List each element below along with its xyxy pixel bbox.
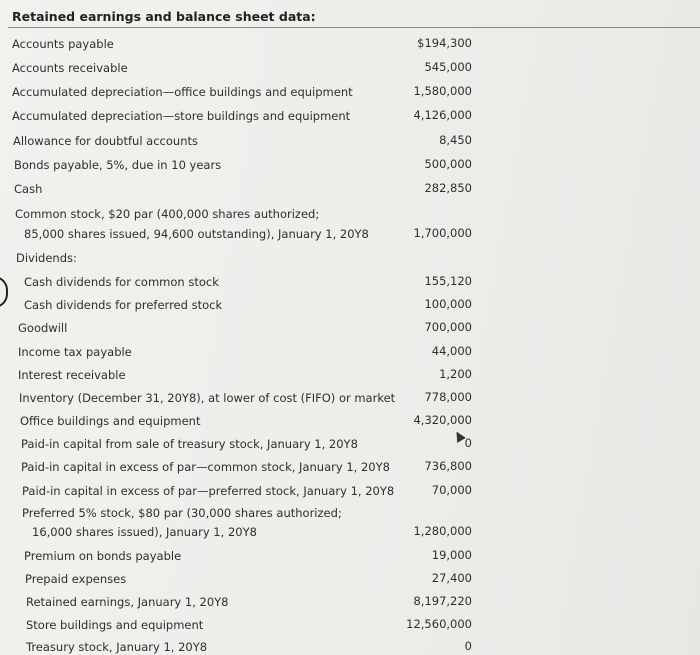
row-label: Dividends: xyxy=(16,251,77,265)
row-value: 282,850 xyxy=(424,181,472,195)
row-value: 100,000 xyxy=(424,297,472,311)
row-label: 16,000 shares issued), January 1, 20Y8 xyxy=(32,525,257,539)
row-label: Treasury stock, January 1, 20Y8 xyxy=(26,640,208,654)
row-value: 4,126,000 xyxy=(413,108,472,122)
row-value: 19,000 xyxy=(431,548,472,562)
row-value: 27,400 xyxy=(431,571,472,585)
row-value: 1,700,000 xyxy=(413,226,472,240)
row-label: Income tax payable xyxy=(18,345,132,359)
row-value: $194,300 xyxy=(417,36,472,50)
row-label: Accounts payable xyxy=(12,37,114,51)
row-label: 85,000 shares issued, 94,600 outstanding), January 1, 20Y8 xyxy=(24,227,369,241)
row-label: Accumulated depreciation—store buildings and equipment xyxy=(12,109,351,123)
row-value: 1,280,000 xyxy=(413,524,472,538)
row-label: Office buildings and equipment xyxy=(20,414,201,428)
row-value: 736,800 xyxy=(424,459,472,473)
row-label: Bonds payable, 5%, due in 10 years xyxy=(14,158,222,172)
bracket-mark xyxy=(0,276,8,308)
row-label: Inventory (December 31, 20Y8), at lower of cost (FIFO) or market xyxy=(19,391,396,405)
row-label: Interest receivable xyxy=(18,368,126,382)
row-label: Cash dividends for preferred stock xyxy=(24,298,223,312)
row-value: 4,320,000 xyxy=(413,413,472,427)
row-value: 1,200 xyxy=(439,367,472,381)
row-label: Preferred 5% stock, $80 par (30,000 shares authorized; xyxy=(22,506,342,520)
row-label: Cash dividends for common stock xyxy=(24,275,219,289)
row-value: 0 xyxy=(464,436,472,450)
row-label: Premium on bonds payable xyxy=(24,549,182,563)
row-value: 8,450 xyxy=(439,133,472,147)
row-label: Paid-in capital in excess of par—preferred stock, January 1, 20Y8 xyxy=(22,484,395,498)
row-label: Cash xyxy=(14,182,43,196)
row-label: Retained earnings, January 1, 20Y8 xyxy=(26,595,229,609)
row-value: 70,000 xyxy=(431,483,472,497)
row-value: 0 xyxy=(464,639,472,653)
row-label: Accumulated depreciation—office buildings and equipment xyxy=(12,85,353,99)
row-label: Accounts receivable xyxy=(12,61,128,75)
row-value: 500,000 xyxy=(424,157,472,171)
row-label: Store buildings and equipment xyxy=(26,618,204,632)
row-value: 545,000 xyxy=(424,60,472,74)
row-label: Paid-in capital in excess of par—common stock, January 1, 20Y8 xyxy=(21,460,390,474)
row-value: 1,580,000 xyxy=(413,84,472,98)
row-value: 12,560,000 xyxy=(406,617,472,631)
row-label: Paid-in capital from sale of treasury stock, January 1, 20Y8 xyxy=(21,437,358,451)
title-divider xyxy=(8,27,700,28)
row-label: Goodwill xyxy=(18,321,68,335)
row-value: 700,000 xyxy=(424,320,472,334)
row-value: 8,197,220 xyxy=(413,594,472,608)
row-label: Common stock, $20 par (400,000 shares authorized; xyxy=(15,207,320,221)
row-value: 44,000 xyxy=(431,344,472,358)
page-title: Retained earnings and balance sheet data: xyxy=(12,9,316,24)
row-value: 155,120 xyxy=(424,274,472,288)
row-value: 778,000 xyxy=(424,390,472,404)
row-label: Allowance for doubtful accounts xyxy=(13,134,198,148)
row-label: Prepaid expenses xyxy=(25,572,127,586)
